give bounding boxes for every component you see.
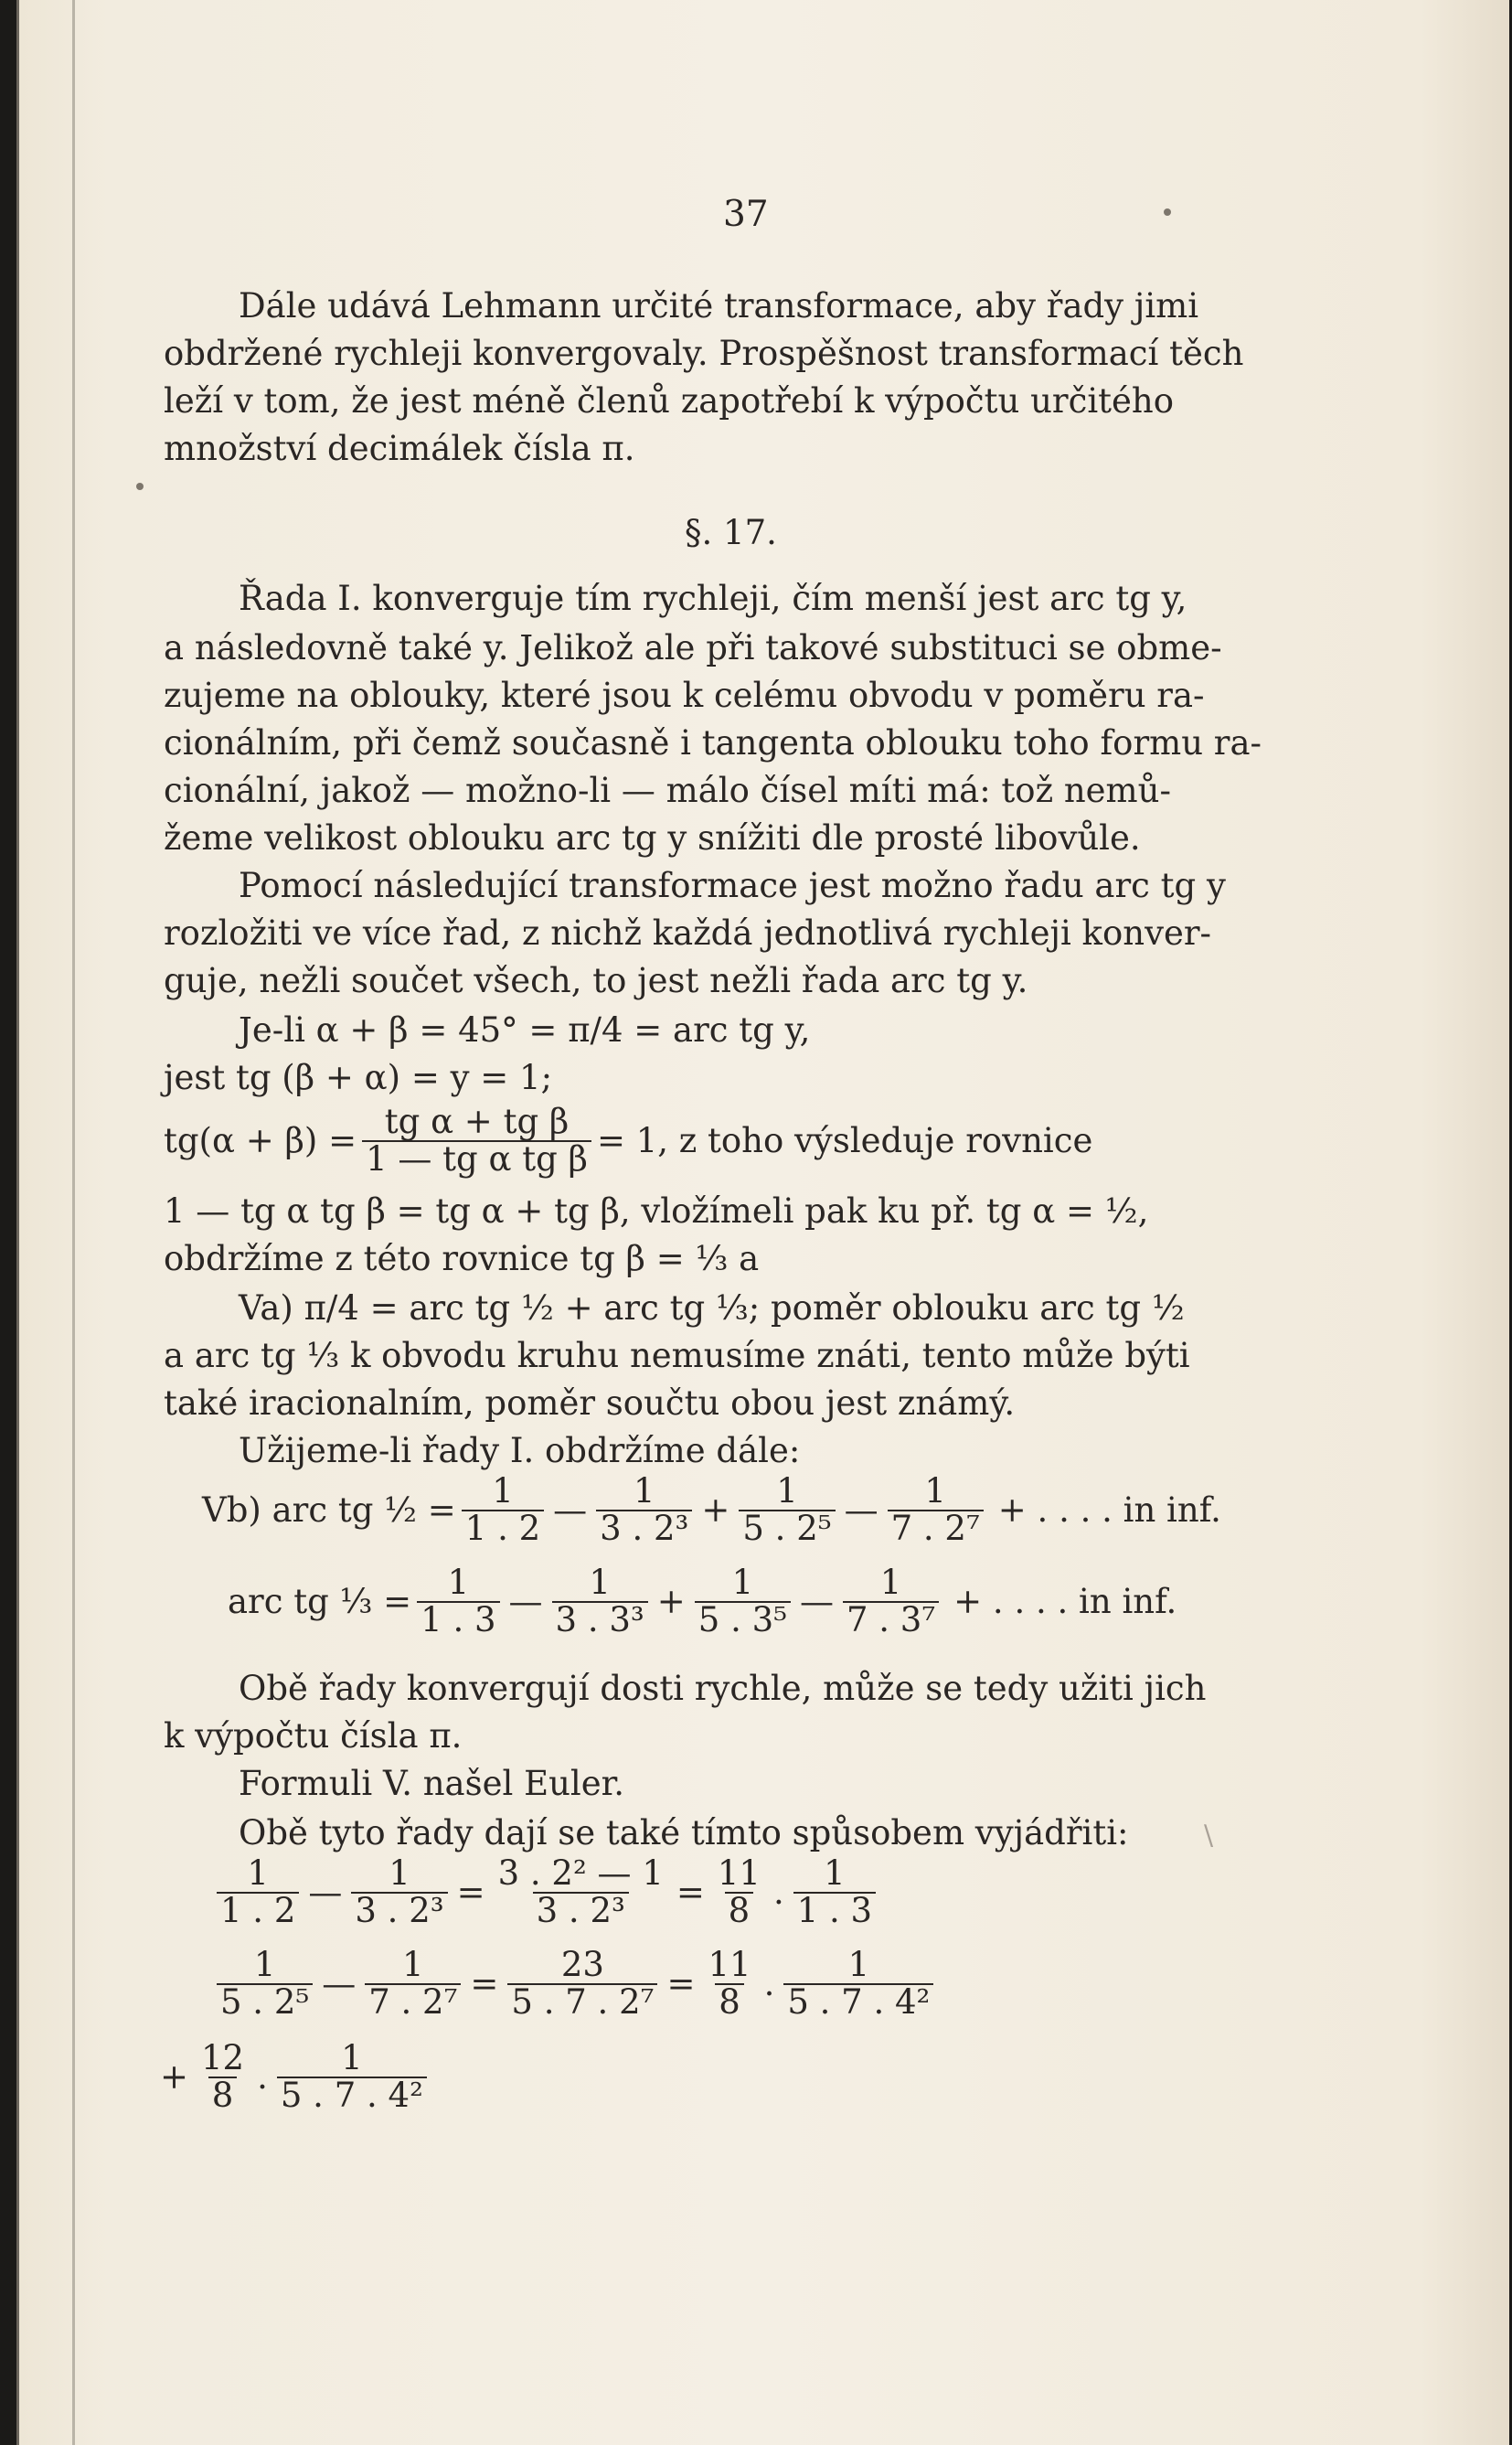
operator: —	[308, 1873, 343, 1913]
fraction	[739, 1471, 835, 1548]
text-line: také iracionalním, poměr součtu obou jest známý.	[164, 1383, 1016, 1423]
fraction-numerator: 3 . 2² — 1	[497, 1853, 664, 1893]
fraction	[888, 1471, 984, 1548]
series-tail: + . . . . in inf.	[997, 1490, 1221, 1531]
series-label: Vb) arc tg ½ =	[202, 1490, 456, 1531]
text-line: Dále udává Lehmann určité transformace, aby řady jimi	[239, 286, 1199, 326]
fraction-denominator: 8	[208, 2077, 238, 2114]
fraction-numerator: 12	[201, 2038, 245, 2077]
operator: —	[322, 1964, 357, 2004]
text-line: cionálním, při čemž současně i tangenta oblouku toho formu ra-	[164, 723, 1262, 763]
text-line: Formuli V. našel Euler.	[239, 1764, 625, 1803]
text-line: guje, nežli součet všech, to jest nežli řada arc tg y.	[164, 961, 1028, 1000]
fraction	[462, 1471, 544, 1548]
fraction	[362, 1102, 591, 1179]
operator: +	[656, 1582, 686, 1622]
text-line: Pomocí následující transformace jest možno řadu arc tg y	[239, 866, 1226, 905]
text-line: žeme velikost oblouku arc tg y snížiti dle prosté libovůle.	[164, 818, 1141, 858]
text-line: Obě řady konvergují dosti rychle, může se tedy užiti jich	[239, 1669, 1207, 1708]
fraction	[417, 1565, 499, 1639]
equation-line: Je-li α + β = 45° = π/4 = arc tg y,	[239, 1010, 811, 1050]
fraction-denominator: 5 . 7 . 4²	[277, 2077, 427, 2114]
fraction	[714, 1853, 764, 1930]
fraction-numerator: 1	[492, 1471, 514, 1511]
fraction	[783, 1945, 933, 2022]
operator: —	[799, 1582, 834, 1622]
fraction-denominator: 1 . 2	[462, 1510, 544, 1547]
fraction-numerator: 1	[589, 1563, 611, 1602]
fraction	[695, 1565, 791, 1639]
operator: +	[701, 1490, 730, 1531]
series-arctg-half	[202, 1471, 1221, 1548]
fraction-numerator: 1	[776, 1471, 798, 1511]
fraction-denominator: 1 . 3	[793, 1892, 876, 1929]
series-label: arc tg ⅓ =	[228, 1582, 412, 1622]
fraction	[507, 1945, 657, 2022]
fraction-numerator: 1	[447, 1563, 470, 1602]
fraction-denominator: 1 . 2	[217, 1892, 299, 1929]
text-line: cionální, jakož — možno-li — málo čísel míti má: tož nemů-	[164, 771, 1171, 810]
fraction	[704, 1945, 754, 2022]
equation-line: jest tg (β + α) = y = 1;	[164, 1058, 553, 1097]
fraction	[277, 2038, 427, 2115]
fraction-denominator: 5 . 2⁵	[217, 1983, 313, 2021]
fraction	[217, 1945, 313, 2022]
operator: .	[763, 1964, 775, 2004]
page-gutter-line	[72, 0, 75, 2445]
fraction-denominator: 3 . 2³	[533, 1892, 629, 1929]
ink-speck	[136, 483, 144, 490]
series-terms	[456, 1471, 989, 1548]
fraction-numerator: 1	[824, 1853, 846, 1893]
fraction-numerator: 1	[633, 1471, 655, 1511]
fraction-denominator: 5 . 7 . 2⁷	[507, 1983, 657, 2021]
fraction	[843, 1565, 939, 1639]
text-line: leží v tom, že jest méně členů zapotřebí k výpočtu určitého	[164, 381, 1175, 421]
fraction-numerator: 11	[708, 1945, 751, 1984]
fraction-denominator: 7 . 2⁷	[888, 1510, 984, 1547]
fraction-denominator: 1 . 3	[417, 1601, 499, 1639]
equation-line: obdržíme z této rovnice tg β = ⅓ a	[164, 1239, 760, 1278]
fraction	[793, 1853, 876, 1930]
text-line: a následovně také y. Jelikož ale při takové substituci se obme-	[164, 628, 1222, 667]
equation-tangent-sum	[164, 1102, 1093, 1179]
series-arctg-third	[228, 1565, 1177, 1639]
operator: —	[508, 1582, 543, 1622]
equation-lhs: tg(α + β) =	[164, 1121, 357, 1161]
text-line: Obě tyto řady dají se také tímto spůsobem vyjádřiti:	[239, 1813, 1129, 1852]
series-terms	[411, 1565, 944, 1639]
fraction-numerator: 11	[717, 1853, 761, 1893]
text-line: Řada I. konverguje tím rychleji, čím menší jest arc tg y,	[239, 579, 1187, 618]
fraction-denominator: 7 . 2⁷	[365, 1983, 461, 2021]
fraction	[217, 1853, 299, 1930]
fraction	[365, 1945, 461, 2022]
fraction-numerator: 1	[879, 1563, 902, 1602]
fraction-numerator: 1	[731, 1563, 754, 1602]
fraction-numerator: 1	[247, 1853, 269, 1893]
operator: —	[553, 1490, 588, 1531]
fraction-numerator: 1	[389, 1853, 410, 1893]
text-line: Užijeme-li řady I. obdržíme dále:	[239, 1431, 801, 1470]
fraction-denominator: 5 . 7 . 4²	[783, 1983, 933, 2021]
text-line: zujeme na oblouky, které jsou k celému obvodu v poměru ra-	[164, 676, 1205, 715]
fraction	[552, 1565, 648, 1639]
operator: =	[676, 1873, 705, 1913]
fraction-denominator: 5 . 2⁵	[739, 1510, 835, 1547]
fraction-denominator: 3 . 2³	[351, 1892, 447, 1929]
equation-rhs: = 1, z toho výsleduje rovnice	[596, 1121, 1093, 1161]
fraction-numerator: 1	[341, 2038, 363, 2077]
equation-line: Va) π/4 = arc tg ½ + arc tg ⅓; poměr oblouku arc tg ½	[239, 1288, 1185, 1328]
fraction-denominator: 1 — tg α tg β	[362, 1140, 591, 1178]
ink-speck	[1164, 208, 1171, 216]
fraction	[197, 2038, 248, 2115]
fraction	[495, 1853, 667, 1930]
fraction-numerator: 1	[402, 1945, 424, 1984]
fraction-identity-3	[156, 2038, 432, 2115]
operator: +	[160, 2057, 189, 2098]
fraction-numerator: tg α + tg β	[384, 1102, 570, 1141]
fraction	[351, 1853, 447, 1930]
fraction-denominator: 8	[725, 1892, 754, 1929]
series-tail: + . . . . in inf.	[953, 1582, 1177, 1622]
fraction-denominator: 3 . 3³	[552, 1601, 648, 1639]
fraction-denominator: 7 . 3⁷	[843, 1601, 939, 1639]
book-page	[16, 0, 1509, 2445]
text-line: množství decimálek čísla π.	[164, 429, 635, 468]
operator: =	[666, 1964, 696, 2004]
text-line: rozložiti ve více řad, z nichž každá jednotlivá rychleji konver-	[164, 913, 1212, 953]
page-number: 37	[723, 194, 769, 235]
operator: .	[772, 1873, 784, 1913]
text-line: k výpočtu čísla π.	[164, 1716, 463, 1756]
fraction-identity-1	[211, 1853, 881, 1930]
operator: .	[257, 2057, 268, 2098]
section-heading: §. 17.	[685, 513, 777, 552]
text-line: a arc tg ⅓ k obvodu kruhu nemusíme znáti, tento může býti	[164, 1336, 1190, 1375]
fraction-denominator: 3 . 2³	[596, 1510, 692, 1547]
operator: —	[844, 1490, 878, 1531]
fraction-numerator: 1	[253, 1945, 276, 1984]
fraction-numerator: 23	[560, 1945, 604, 1984]
fraction-identity-2	[211, 1945, 939, 2022]
equation-line: 1 — tg α tg β = tg α + tg β, vložímeli pak ku př. tg α = ½,	[164, 1191, 1149, 1231]
operator: =	[470, 1964, 499, 2004]
fraction-denominator: 8	[715, 1983, 744, 2021]
fraction-numerator: 1	[924, 1471, 946, 1511]
text-line: obdržené rychleji konvergovaly. Prospěšnost transformací těch	[164, 334, 1244, 373]
fraction-numerator: 1	[847, 1945, 870, 1984]
fraction-denominator: 5 . 3⁵	[695, 1601, 791, 1639]
pencil-mark: \	[1204, 1820, 1214, 1852]
operator: =	[456, 1873, 485, 1913]
fraction	[596, 1471, 692, 1548]
